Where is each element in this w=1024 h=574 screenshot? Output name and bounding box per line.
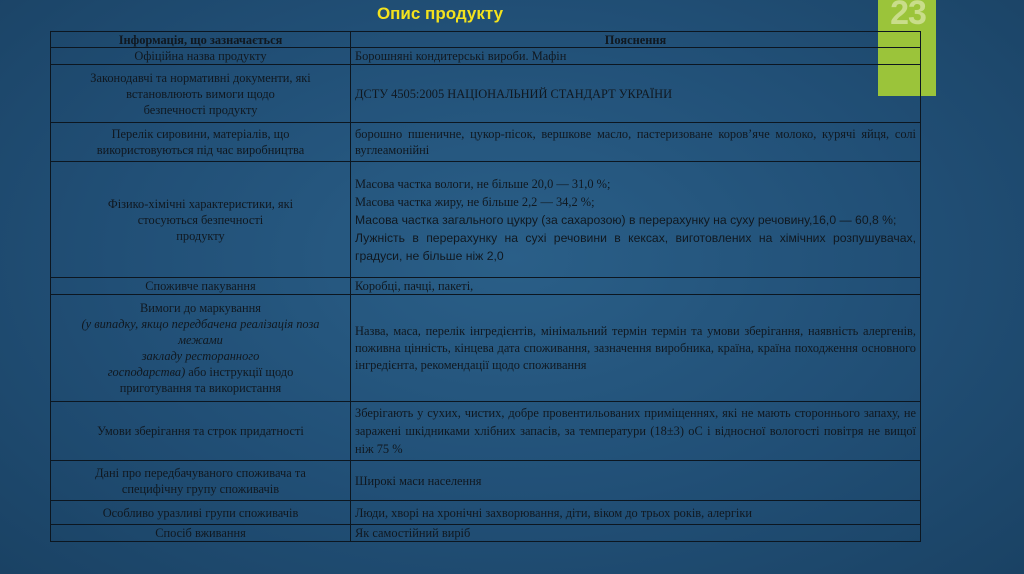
row-value: ДСТУ 4505:2005 НАЦІОНАЛЬНИЙ СТАНДАРТ УКРАЇНИ	[351, 65, 921, 123]
slide-number: 23	[890, 0, 926, 32]
table-row-official-name	[51, 48, 921, 65]
row-label	[51, 461, 351, 501]
row-label	[51, 123, 351, 162]
row-label: Умови зберігання та строк придатності	[51, 402, 351, 461]
row-label	[51, 295, 351, 402]
product-description-table	[50, 31, 921, 542]
row-value: Як самостійний виріб	[351, 525, 921, 542]
row-value: Широкі маси населення	[351, 461, 921, 501]
table-header-row	[51, 32, 921, 48]
value-line: Масова частка жиру, не більше 2,2 — 34,2 %;	[355, 194, 595, 209]
value-line: Масова частка загального цукру (за сахарозою) в перерахунку на суху речовину,16,0 — 60,8 %;	[355, 212, 897, 227]
label-line: (у випадку, якщо передбачена реалізація поза	[81, 317, 320, 331]
label-line: Фізико-хімічні характеристики, які	[107, 196, 294, 211]
row-value: Коробці, пачці, пакеті,	[351, 278, 921, 295]
label-line: Дані про передбачуваного споживача та	[95, 465, 306, 480]
label-line: встановлюють вимоги щодо	[126, 86, 275, 101]
table-row-packaging	[51, 278, 921, 295]
row-value: Зберігають у сухих, чистих, добре провентильованих приміщеннях, які не мають стороннього запаху, не заражені шкідниками хлібних запасів, за температури (18±3) оС і відносної вологості повітря не вищої ніж 75 %	[351, 402, 921, 461]
row-value: борошно пшеничне, цукор-пісок, вершкове масло, пастеризоване коров’яче молоко, курячі яйця, солі вуглеамонійні	[351, 123, 921, 162]
label-line: безпечності продукту	[143, 102, 258, 117]
row-label	[51, 162, 351, 278]
row-value: Люди, хворі на хронічні захворювання, діти, віком до трьох років, алергіки	[351, 501, 921, 525]
table-row-regulatory	[51, 65, 921, 123]
label-line: використовуються під час виробництва	[96, 143, 305, 157]
value-line: Масова частка вологи, не більше 20,0 — 31,0 %;	[355, 176, 611, 191]
label-line: закладу ресторанного	[141, 349, 260, 363]
value-line: Лужність в перерахунку на сухі речовини в кексах, виготовлених на хімічних розпушувачах, градуси, не більше ніж 2,0	[355, 230, 916, 263]
label-line: Вимоги до маркування	[140, 301, 261, 315]
label-line: приготування та використання	[119, 381, 282, 395]
header-explanation: Пояснення	[351, 32, 921, 48]
label-line: межами	[178, 333, 223, 347]
table-row-physchem	[51, 162, 921, 278]
row-value: Назва, маса, перелік інгредієнтів, мінімальний термін термін та умови зберігання, наявність алергенів, поживна цінність, кінцева дата споживання, зазначення виробника, країна, країна походження основного інгредієнта, рекомендації щодо споживання	[351, 295, 921, 402]
row-label: Особливо уразливі групи споживачів	[51, 501, 351, 525]
label-line: або інструкції щодо	[185, 365, 294, 379]
row-value: Борошняні кондитерські вироби. Мафін	[351, 48, 921, 65]
row-label	[51, 65, 351, 123]
table-row-consumer	[51, 461, 921, 501]
label-line: стосуються безпечності	[137, 212, 264, 227]
label-line: господарства)	[107, 365, 186, 379]
header-information: Інформація, що зазначається	[51, 32, 351, 48]
label-line: Законодавчі та нормативні документи, які	[90, 70, 311, 85]
table-row-labeling	[51, 295, 921, 402]
table-row-consumption	[51, 525, 921, 542]
row-label: Спосіб вживання	[51, 525, 351, 542]
table-row-vulnerable	[51, 501, 921, 525]
page-title: Опис продукту	[376, 4, 504, 23]
row-label: Офіційна назва продукту	[51, 48, 351, 65]
label-line: специфічну групу споживачів	[121, 481, 280, 496]
table-row-raw-materials	[51, 123, 921, 162]
label-line: продукту	[176, 228, 225, 243]
table-row-storage	[51, 402, 921, 461]
row-label: Споживче пакування	[51, 278, 351, 295]
label-line: Перелік сировини, матеріалів, що	[111, 127, 290, 141]
row-value	[351, 162, 921, 278]
